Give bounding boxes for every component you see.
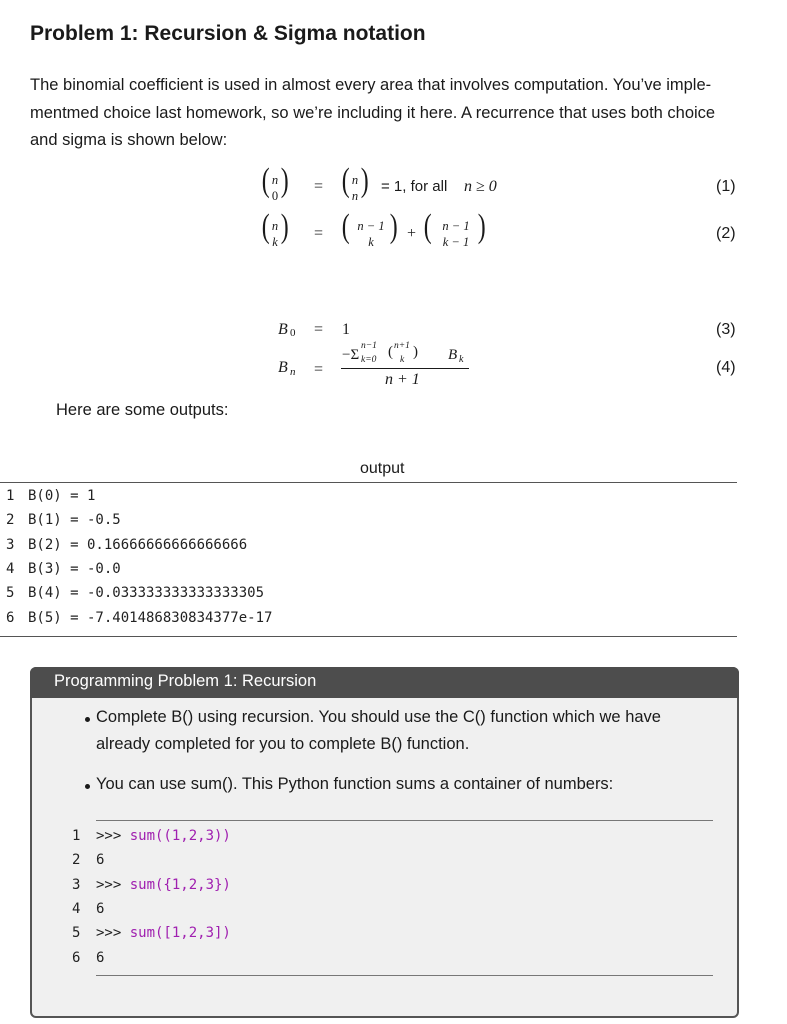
intro-paragraph	[30, 72, 742, 155]
intro-line: mentmed choice last homework, so we’re including it here. A recurrence that uses both choice	[30, 103, 716, 122]
line-number: 1	[72, 828, 81, 844]
binom-n-minus-1-k-minus-1: ( n − 1 k − 1 )	[423, 208, 486, 249]
repl-prompt: >>>	[96, 925, 130, 942]
bullet-text: Complete B() using recursion. You should use the C() function which we have	[96, 708, 661, 726]
code-line: 6	[96, 949, 105, 966]
plus-sign: +	[407, 225, 417, 242]
equals-sign: =	[314, 225, 324, 242]
code-line	[96, 925, 231, 941]
output-line: B(1) = -0.5	[28, 512, 121, 529]
bullet-item	[96, 771, 613, 798]
b-subscript: 0	[290, 327, 296, 339]
fraction-bar	[341, 368, 469, 369]
line-number: 2	[72, 852, 81, 869]
bullet-dot	[85, 784, 90, 789]
sigma-lower: k=0	[361, 355, 377, 365]
equation-number: (1)	[716, 178, 736, 195]
binom-n-minus-1-k: ( n − 1 k )	[341, 208, 398, 249]
b-symbol: B	[278, 359, 288, 376]
binom-close: )	[413, 344, 418, 360]
intro-line: and sigma is shown below:	[30, 131, 228, 149]
repl-prompt: >>>	[96, 876, 130, 893]
code-expression: sum({1,2,3})	[129, 876, 231, 893]
bk-symbol: B	[448, 347, 458, 363]
line-number: 5	[6, 585, 15, 602]
output-line: B(3) = -0.0	[28, 560, 121, 577]
output-line: B(0) = 1	[28, 488, 96, 504]
output-label: output	[360, 460, 405, 477]
programming-problem-title: Programming Problem 1: Recursion	[54, 672, 317, 690]
output-line: B(4) = -0.033333333333333305	[28, 585, 265, 602]
code-line	[96, 828, 231, 844]
bullet-item	[96, 704, 661, 758]
bullet-dot	[85, 717, 90, 722]
binom-n-0: ( n 0 )	[261, 162, 289, 203]
bullet-text: You can use sum(). This Python function sums a container of numbers:	[96, 775, 614, 793]
equals-sign: =	[314, 178, 324, 195]
equation-number: (3)	[716, 321, 736, 338]
binom-top: n+1	[394, 341, 410, 351]
line-number: 4	[6, 560, 15, 577]
repl-prompt: >>>	[96, 828, 130, 844]
line-number: 5	[72, 925, 81, 942]
output-line: B(5) = -7.401486830834377e-17	[28, 609, 273, 626]
page-title: Problem 1: Recursion & Sigma notation	[30, 22, 426, 45]
output-top-rule	[0, 482, 737, 483]
bk-subscript: k	[459, 354, 464, 365]
output-bottom-rule	[0, 636, 737, 637]
binom-n-n: ( n n )	[341, 162, 369, 203]
code-line: 6	[96, 900, 105, 917]
code-expression: sum((1,2,3))	[129, 828, 231, 844]
line-number: 2	[6, 512, 15, 529]
equation-number: (2)	[716, 225, 736, 242]
equals-sign: =	[314, 361, 324, 378]
line-number: 3	[72, 876, 81, 893]
equals-sign: =	[314, 321, 324, 338]
output-line: B(2) = 0.16666666666666666	[28, 536, 248, 553]
binom-bottom: k	[400, 355, 405, 365]
line-number: 1	[6, 488, 15, 504]
eq3-rhs: 1	[342, 321, 350, 338]
intro-line: The binomial coefficient is used in almost every area that involves computation. You’ve imple-	[30, 76, 712, 94]
denominator: n + 1	[385, 371, 420, 388]
binom-open: (	[388, 344, 393, 360]
equation-number: (4)	[716, 359, 736, 376]
eq1-rhs: = 1, for all	[381, 178, 448, 195]
code-line: 6	[96, 852, 105, 869]
code-bottom-rule	[96, 975, 713, 976]
code-expression: sum([1,2,3])	[129, 925, 231, 942]
sigma-upper: n−1	[361, 341, 377, 351]
line-number: 3	[6, 536, 15, 553]
line-number: 4	[72, 900, 81, 917]
outputs-intro: Here are some outputs:	[56, 401, 229, 419]
neg-sigma: −Σ	[342, 347, 360, 363]
line-number: 6	[72, 949, 81, 966]
eq1-condition: n ≥ 0	[464, 178, 497, 195]
code-top-rule	[96, 820, 713, 821]
binom-n-k: ( n k )	[261, 208, 289, 249]
b-symbol: B	[278, 321, 288, 338]
line-number: 6	[6, 609, 15, 626]
b-subscript: n	[290, 366, 296, 378]
code-line	[96, 877, 231, 893]
bullet-text: already completed for you to complete B() function.	[96, 735, 470, 753]
